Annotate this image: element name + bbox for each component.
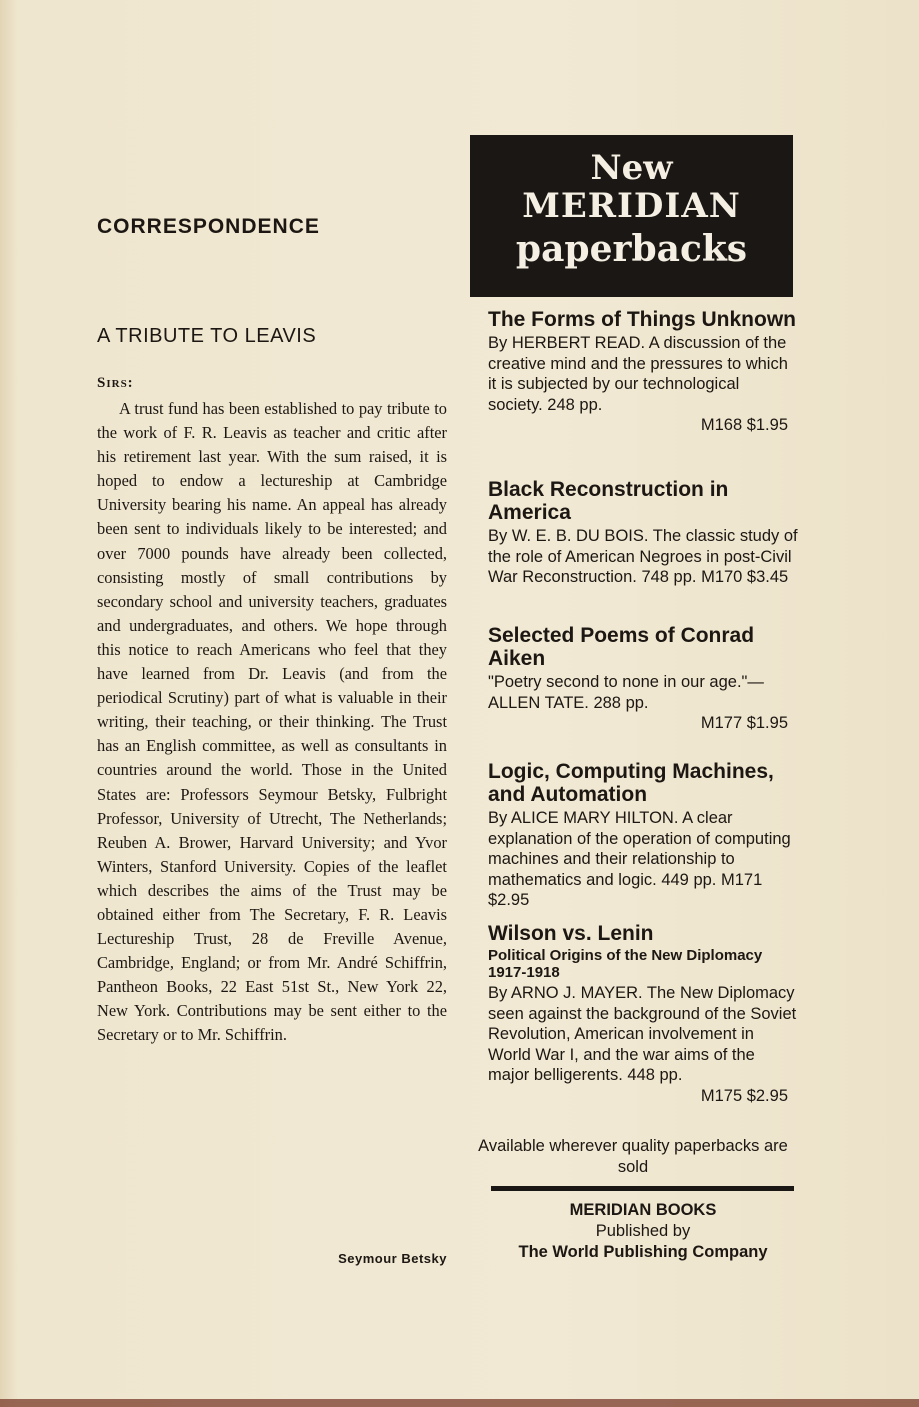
banner-line-meridian: MERIDIAN [522,186,741,226]
advertisement-column [470,135,802,297]
book-title: Logic, Computing Machines, and Automation [488,760,774,806]
book-title: The Forms of Things Unknown [488,308,796,331]
book-price: M175 $2.95 [700,1086,788,1105]
book-listing [488,922,798,1106]
banner-line-new: New [590,148,673,188]
divider-rule [491,1186,794,1191]
book-listing [488,624,798,733]
book-description: By W. E. B. DU BOIS. The classic study of the role of American Negroes in post-Civil War Reconstruction. 748 pp. M170 $3.45 [488,527,798,586]
article-heading: A TRIBUTE TO LEAVIS [97,325,317,347]
book-listing [488,308,798,435]
publisher-imprint: MERIDIAN BOOKS [569,1201,717,1219]
book-title: Black Reconstruction in America [488,478,729,524]
book-description: By HERBERT READ. A discussion of the creative mind and the pressures to which it is subjected by our technological society. 248 pp. [488,334,788,414]
letter-body [97,397,447,1048]
letter-paragraph: A trust fund has been established to pay tribute to the work of F. R. Leavis as teacher and critic after his retirement last year. With the sum raised, it is hoped to endow a lectureship at Cambridge University bearing his name. An appeal has already been sent to individuals likely to be interested; and over 7000 pounds have already been collected, consisting mostly of small contributions by secondary school and university teachers, graduates and undergraduates, and others. We hope through this notice to reach Americans who feel that they have learned from Dr. Leavis (and from the periodical Scrutiny) part of what is valuable in their writing, their teaching, or their thinking. The Trust has an English committee, as well as consultants in countries around the world. Those in the United States are: Professors Seymour Betsky, Fulbright Professor, University of Utrecht, The Netherlands; Reuben A. Brower, Harvard University; and Yvor Winters, Stanford University. Copies of the leaflet which describes the aims of the Trust may be obtained either from The Secretary, F. R. Leavis Lectureship Trust, 28 de Freville Avenue, Cambridge, England; or from Mr. André Schiffrin, Pantheon Books, 22 East 51st St., New York 22, New York. Contributions may be sent either to the Secretary or to Mr. Schiffrin. [97,399,447,1045]
book-price: M177 $1.95 [700,714,788,732]
book-description: By ARNO J. MAYER. The New Diplomacy seen against the background of the Soviet Revolution, American involvement in World War I, and the war aims of the major belligerents. 448 pp. [488,984,797,1084]
book-subtitle: Political Origins of the New Diplomacy 1917-1918 [488,947,763,981]
availability-note: Available wherever quality paperbacks are sold [478,1137,788,1176]
meridian-banner [470,135,793,297]
section-heading: CORRESPONDENCE [97,215,320,238]
book-listing [488,478,798,588]
book-description: By ALICE MARY HILTON. A clear explanation of the operation of computing machines and their relationship to mathematics and logic. 449 pp. M171 $2.95 [488,809,791,909]
banner-line-paperbacks: paperbacks [515,228,748,270]
book-description: "Poetry second to none in our age."—ALLEN TATE. 288 pp. [488,673,764,712]
publisher-block [470,1200,816,1263]
published-by: Published by [595,1222,691,1240]
correspondence-column [97,215,447,1266]
book-listing [488,760,798,911]
salutation: Sirs: [97,375,134,391]
book-title: Selected Poems of Conrad Aiken [488,624,755,670]
book-price: M168 $1.95 [700,416,788,434]
page-edge [0,1399,919,1407]
book-title: Wilson vs. Lenin [488,922,654,945]
signature: Seymour Betsky [338,1251,447,1266]
publisher-company: The World Publishing Company [518,1243,768,1261]
